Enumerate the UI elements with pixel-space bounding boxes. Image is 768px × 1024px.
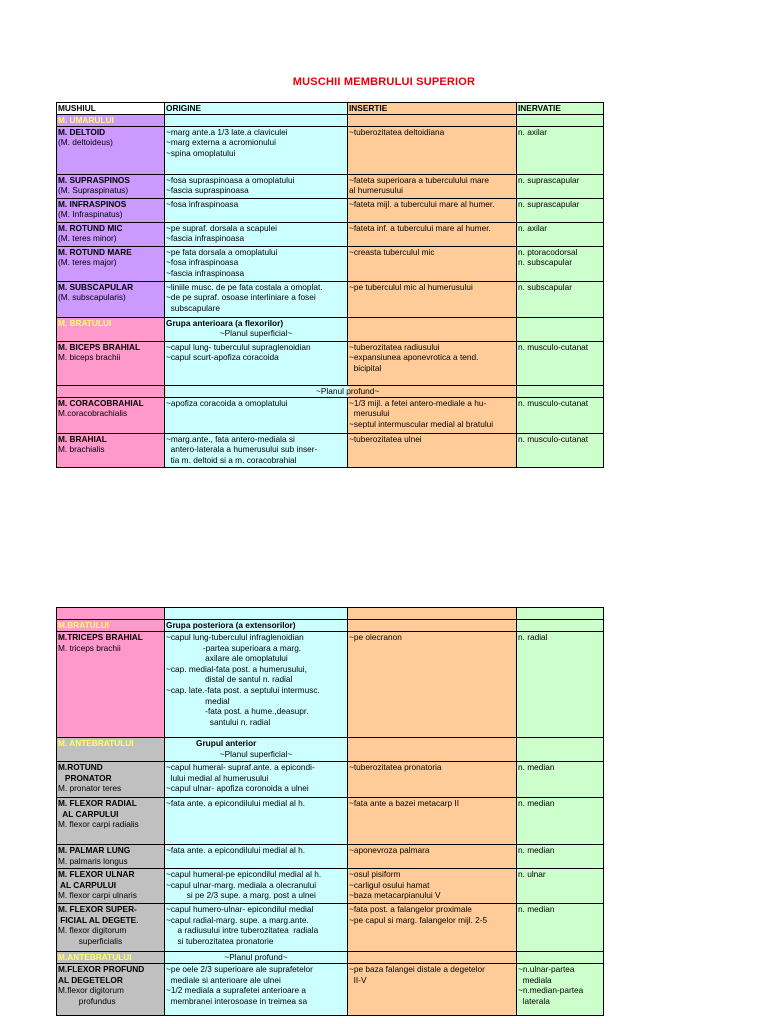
insertie-cell — [348, 433, 517, 467]
origine-line: ~capul lung-tuberculul infraglenoidian — [166, 632, 304, 642]
insertie-line: ~tuberozitatea radiusului — [349, 341, 440, 352]
insertie-cell — [348, 738, 517, 762]
origine-cell — [165, 632, 348, 738]
muscle-latin-name: M. flexor carpi ulnaris — [58, 890, 137, 901]
origine-line: ~capul ulnar-marg. mediala a olecranului — [166, 879, 317, 890]
table-row — [57, 198, 604, 222]
origine-line: ~capul ulnar- apofiza coronoida a ulnei — [166, 783, 309, 794]
insertie-line: ~pe capul si marg. falangelor mijl. 2-5 — [349, 914, 488, 925]
header-insertie: INSERTIE — [348, 103, 517, 115]
table-row — [57, 964, 604, 1016]
muscle-name: M. CORACOBRAHIAL — [58, 397, 144, 408]
inervatie-cell — [517, 115, 604, 127]
inervatie-cell — [517, 222, 604, 246]
muscle-latin-name: (M. subscapularis) — [58, 292, 126, 303]
origine-cell — [165, 904, 348, 952]
inervatie-cell — [517, 762, 604, 798]
origine-line: distal de santul n. radial — [166, 674, 293, 685]
muscle-cell — [57, 385, 165, 397]
group-posterior: Grupa posteriora (a extensorilor) — [166, 620, 296, 630]
table-row — [57, 798, 604, 845]
origine-line: santului n. radial — [166, 716, 271, 727]
origine-line: tia m. deltoid si a m. coracobrahial — [166, 454, 297, 465]
inervatie-cell — [517, 397, 604, 433]
muscle-cell — [57, 246, 165, 281]
origine-line: ~de pe supraf. osoase interliniare a fosei — [166, 292, 316, 303]
muscle-latin-name: M. triceps brachii — [58, 642, 121, 653]
inervatie-line: n. suprascapular — [518, 174, 580, 185]
inervatie-cell — [517, 385, 604, 397]
muscle-latin-name: M. biceps brachii — [58, 352, 121, 363]
header-origine: ORIGINE — [165, 103, 348, 115]
group-cell — [165, 738, 348, 762]
insertie-line: ~carligul osului hamat — [349, 879, 430, 890]
plan-profund: ~Planul profund~ — [316, 385, 380, 396]
insertie-line: ~expansiunea aponevrotica a tend. — [349, 352, 479, 363]
origine-cell — [165, 222, 348, 246]
inervatie-line: n. median — [518, 762, 555, 772]
origine-line: ~fata ante. a epicondilului medial al h. — [166, 845, 306, 855]
origine-line: ~cap. medial-fata post. a humerusului, — [166, 663, 307, 674]
insertie-cell — [348, 762, 517, 798]
origine-line: ~capul scurt-apofiza coracoida — [166, 352, 279, 363]
insertie-line: ~fata ante a bazei metacarp II — [349, 798, 460, 808]
inervatie-line: n. subscapular — [518, 281, 572, 292]
inervatie-cell — [517, 620, 604, 632]
muscle-name: M. INFRASPINOS — [58, 198, 127, 209]
inervatie-cell — [517, 246, 604, 281]
muscle-cell — [57, 869, 165, 904]
insertie-cell — [348, 115, 517, 127]
muscle-cell — [57, 845, 165, 869]
origine-line: ~capul humeral-pe epicondilul medial al h. — [166, 869, 322, 879]
section-antebrat-label: M. ANTEBRATULUI — [58, 738, 134, 748]
insertie-line: merusului — [349, 408, 390, 419]
insertie-cell — [348, 281, 517, 317]
inervatie-line: n. musculo-cutanat — [518, 433, 589, 444]
insertie-line: bicipital — [349, 362, 382, 373]
muscle-cell — [57, 964, 165, 1016]
muscle-latin-name: M. brachialis — [58, 444, 105, 455]
header-inervatie: INERVATIE — [517, 103, 604, 115]
muscle-name: M.ROTUND PRONATOR — [58, 762, 112, 783]
inervatie-line: n. radial — [518, 632, 548, 642]
section-row — [57, 317, 604, 341]
origine-line: ~fata ante. a epicondilului medial al h. — [166, 798, 306, 808]
plan-superficial-2: ~Planul superficial~ — [219, 748, 293, 759]
inervatie-cell — [517, 126, 604, 174]
muscle-cell — [57, 904, 165, 952]
table-row — [57, 281, 604, 317]
muscle-name: M. FLEXOR ULNAR AL CARPULUI — [58, 869, 135, 890]
origine-line: medial — [166, 695, 230, 706]
insertie-line: ~fateta inf. a tubercului mare al humer. — [349, 222, 491, 233]
insertie-cell — [348, 869, 517, 904]
insertie-cell — [348, 620, 517, 632]
table-row — [57, 762, 604, 798]
muscle-name: M. BICEPS BRAHIAL — [58, 341, 141, 352]
origine-line: ~capul humeral- supraf.ante. a epicondi- — [166, 762, 315, 772]
inervatie-line: n. ptoracodorsal — [518, 246, 578, 257]
origine-line: ~fascia infraspinoasa — [166, 267, 245, 278]
insertie-cell — [348, 964, 517, 1016]
inervatie-line: mediala — [518, 974, 552, 985]
inervatie-line: n. musculo-cutanat — [518, 341, 589, 352]
inervatie-line: n. subscapular — [518, 257, 572, 268]
section-row — [57, 620, 604, 632]
muscle-name: M. PALMAR LUNG — [58, 845, 131, 855]
muscle-cell — [57, 798, 165, 845]
origine-line: ~marg ante.a 1/3 late.a claviculei — [166, 126, 288, 137]
table-row — [57, 341, 604, 385]
origine-line: si pe 2/3 supe. a marg. post a ulnei — [166, 890, 316, 901]
origine-cell — [165, 433, 348, 467]
insertie-cell — [348, 222, 517, 246]
insertie-line: ~pe olecranon — [349, 632, 402, 642]
section-row — [57, 952, 604, 964]
plan-profund-2: ~Planul profund~ — [224, 952, 288, 962]
section-brat-label: M. BRATULUI — [58, 317, 112, 328]
inervatie-line: n. suprascapular — [518, 198, 580, 209]
origine-line: ~fosa infraspinoasa — [166, 257, 239, 268]
inervatie-cell — [517, 952, 604, 964]
inervatie-line: n. ulnar — [518, 869, 546, 879]
muscle-name: M.TRICEPS BRAHIAL — [58, 632, 143, 642]
muscle-latin-name: M. pronator teres — [58, 783, 122, 794]
origine-cell — [165, 869, 348, 904]
inervatie-cell — [517, 798, 604, 845]
inervatie-cell — [517, 198, 604, 222]
insertie-line: ~fata post. a falangelor proximale — [349, 904, 472, 914]
section-row — [57, 115, 604, 127]
muscle-latin-name: M.flexor digitorum profundus — [58, 985, 124, 1006]
insertie-line: ~baza metacarpianului V — [349, 890, 441, 901]
section-brat2-label: M.BRATULUI — [58, 620, 110, 630]
table-row — [57, 174, 604, 198]
table-row — [57, 433, 604, 467]
muscle-name: M. SUBSCAPULAR — [58, 281, 134, 292]
origine-line: ~capul humero-ulnar- epicondilul medial — [166, 904, 314, 914]
origine-cell — [165, 198, 348, 222]
muscle-cell — [57, 341, 165, 385]
muscle-cell — [57, 174, 165, 198]
muscle-latin-name: (M. deltoideus) — [58, 137, 113, 148]
section-label — [57, 317, 165, 341]
origine-line: ~pe oele 2/3 superioare ale suprafetelor — [166, 964, 313, 974]
insertie-cell — [348, 246, 517, 281]
inervatie-cell — [517, 608, 604, 620]
origine-line: ~pe supraf. dorsala a scapulei — [166, 222, 277, 233]
header-mushiul: MUSHIUL — [57, 103, 165, 115]
muscle-name: M. FLEXOR SUPER- FICIAL AL DEGETE. — [58, 904, 139, 925]
inervatie-cell — [517, 964, 604, 1016]
insertie-line: ~1/3 mijl. a fetei antero-mediale a hu- — [349, 397, 487, 408]
muscle-latin-name: (M. Supraspinatus) — [58, 185, 129, 196]
section-label — [57, 952, 165, 964]
origine-line: membranei interosoase in treimea sa — [166, 995, 308, 1006]
inervatie-cell — [517, 341, 604, 385]
table-row — [57, 904, 604, 952]
insertie-line: al humerusului — [349, 185, 403, 196]
inervatie-line: n. median — [518, 845, 555, 855]
origine-line: ~capul radial-marg. supe. a marg.ante. — [166, 914, 309, 925]
plan-cell — [165, 952, 348, 964]
origine-line: ~apofiza coracoida a omoplatului — [166, 397, 288, 408]
origine-cell — [165, 397, 348, 433]
insertie-cell — [348, 198, 517, 222]
section-label — [57, 738, 165, 762]
plan-row — [57, 385, 604, 397]
origine-line: ~fascia infraspinoasa — [166, 233, 245, 244]
section-label — [57, 115, 165, 127]
section-label — [57, 620, 165, 632]
page-title: MUSCHII MEMBRULUI SUPERIOR — [292, 76, 476, 88]
origine-line: ~1/2 mediala a suprafetei anterioare a — [166, 985, 306, 996]
group-anterior: Grupa anterioara (a flexorilor) — [166, 317, 284, 328]
group-anterior-antebrat: Grupul anterior — [196, 738, 257, 748]
inervatie-line: laterala — [518, 995, 550, 1006]
insertie-line: ~pe tuberculul mic al humerusului — [349, 281, 473, 292]
origine-line: ~fosa infraspinoasa — [166, 198, 239, 209]
insertie-cell — [348, 904, 517, 952]
origine-line: ~marg.ante., fata antero-mediala si — [166, 433, 295, 444]
inervatie-cell — [517, 317, 604, 341]
muscle-cell — [57, 433, 165, 467]
origine-line: ~liniile musc. de pe fata costala a omoplat. — [166, 281, 323, 292]
origine-line: -fata post. a hume.,deasupr. — [166, 706, 309, 717]
inervatie-line: n. median — [518, 904, 555, 914]
muscle-name: M.FLEXOR PROFUND AL DEGETELOR — [58, 964, 145, 985]
insertie-cell — [348, 341, 517, 385]
insertie-cell — [348, 174, 517, 198]
muscle-latin-name: (M. teres minor) — [58, 233, 117, 244]
origine-line: axilare ale omoplatului — [166, 653, 288, 664]
origine-line: ~fosa supraspinoasa a omoplatului — [166, 174, 295, 185]
table-row — [57, 397, 604, 433]
origine-cell — [165, 341, 348, 385]
muscle-table-2 — [56, 607, 604, 1016]
muscle-latin-name: M. palmaris longus — [58, 855, 128, 866]
table-row — [57, 126, 604, 174]
insertie-cell — [348, 845, 517, 869]
table-row — [57, 845, 604, 869]
origine-cell — [165, 281, 348, 317]
muscle-name: M. ROTUND MIC — [58, 222, 123, 233]
insertie-line: ~tuberozitatea ulnei — [349, 433, 422, 444]
inervatie-line: n. musculo-cutanat — [518, 397, 589, 408]
insertie-line: ~fateta superioara a tuberculului mare — [349, 174, 489, 185]
muscle-cell — [57, 222, 165, 246]
insertie-line: ~septul intermuscular medial al bratului — [349, 418, 494, 429]
insertie-line: ~aponevroza palmara — [349, 845, 430, 855]
inervatie-line: n. median — [518, 798, 555, 808]
section-antebrat2-label: M.ANTEBRATULUI — [58, 952, 132, 962]
inervatie-cell — [517, 738, 604, 762]
insertie-cell — [348, 798, 517, 845]
origine-cell — [165, 762, 348, 798]
origine-line: ~pe fata dorsala a omoplatului — [166, 246, 278, 257]
origine-line: ~fascia supraspinoasa — [166, 185, 249, 196]
insertie-cell — [348, 632, 517, 738]
section-row — [57, 738, 604, 762]
inervatie-cell — [517, 904, 604, 952]
table-row — [57, 246, 604, 281]
origine-cell — [165, 115, 348, 127]
muscle-cell — [57, 397, 165, 433]
insertie-cell — [348, 317, 517, 341]
origine-cell — [165, 845, 348, 869]
muscle-name: M. ROTUND MARE — [58, 246, 132, 257]
muscle-cell — [57, 126, 165, 174]
muscle-latin-name: M. flexor carpi radialis — [58, 819, 139, 830]
insertie-line: ~tuberozitatea deltoidiana — [349, 126, 445, 137]
origine-cell — [165, 608, 348, 620]
muscle-name: M. BRAHIAL — [58, 433, 107, 444]
inervatie-cell — [517, 281, 604, 317]
inervatie-line: n. axilar — [518, 126, 548, 137]
table-row — [57, 632, 604, 738]
muscle-cell — [57, 198, 165, 222]
origine-line: ~marg externa a acromionului — [166, 137, 276, 148]
insertie-cell — [348, 126, 517, 174]
origine-line: si tuberozitatea pronatorie — [166, 935, 274, 946]
muscle-name: M. FLEXOR RADIAL AL CARPULUI — [58, 798, 137, 819]
section-umar-label: M. UMARULUI — [58, 115, 114, 125]
muscle-latin-name: (M. Infraspinatus) — [58, 209, 123, 220]
muscle-cell — [57, 762, 165, 798]
origine-cell — [165, 964, 348, 1016]
inervatie-cell — [517, 433, 604, 467]
origine-line: mediale si anterioare ale ulnei — [166, 974, 281, 985]
muscle-name: M. SUPRASPINOS — [58, 174, 130, 185]
origine-line: a radiusului intre tuberozitatea radiala — [166, 925, 319, 936]
muscle-name: M. DELTOID — [58, 126, 106, 137]
origine-line: -partea superioara a marg. — [166, 642, 302, 653]
inervatie-cell — [517, 632, 604, 738]
origine-cell — [165, 126, 348, 174]
origine-cell — [165, 798, 348, 845]
muscle-cell — [57, 281, 165, 317]
origine-line: ~capul lung- tuberculul supraglenoidian — [166, 341, 311, 352]
inervatie-line: n. axilar — [518, 222, 548, 233]
origine-cell — [165, 174, 348, 198]
group-cell — [165, 620, 348, 632]
muscle-latin-name: (M. teres major) — [58, 257, 117, 268]
insertie-line: ~tuberozitatea pronatoria — [349, 762, 442, 772]
insertie-cell — [348, 397, 517, 433]
inervatie-cell — [517, 869, 604, 904]
insertie-line: ~creasta tuberculul mic — [349, 246, 435, 257]
origine-cell — [165, 246, 348, 281]
insertie-line: II-V — [349, 974, 367, 985]
origine-line: lului medial al humerusului — [166, 772, 269, 783]
inervatie-line: ~n.median-partea — [518, 985, 584, 996]
inervatie-cell — [517, 845, 604, 869]
insertie-cell — [348, 952, 517, 964]
muscle-cell — [57, 632, 165, 738]
plan-cell — [165, 385, 517, 397]
spacer-row — [57, 608, 604, 620]
plan-superficial: ~Planul superficial~ — [219, 328, 293, 339]
insertie-line: ~osul pisiform — [349, 869, 401, 879]
muscle-latin-name: M.coracobrachialis — [58, 408, 128, 419]
inervatie-line: ~n.ulnar-partea — [518, 964, 575, 974]
insertie-line: ~pe baza falangei distale a degetelor — [349, 964, 485, 974]
origine-line: ~cap. late.-fata post. a septului intermusc. — [166, 684, 320, 695]
table-row — [57, 222, 604, 246]
muscle-cell — [57, 608, 165, 620]
header-row — [57, 103, 604, 115]
origine-line: subscapulare — [166, 302, 220, 313]
group-cell — [165, 317, 348, 341]
origine-line: antero-laterala a humerusului sub inser- — [166, 444, 318, 455]
insertie-line: ~fateta mijl. a tubercului mare al humer. — [349, 198, 495, 209]
table-row — [57, 869, 604, 904]
muscle-table-1 — [56, 102, 604, 468]
inervatie-cell — [517, 174, 604, 198]
muscle-latin-name: M. flexor digitorum superficialis — [58, 925, 127, 946]
insertie-cell — [348, 608, 517, 620]
origine-line: ~spina omoplatului — [166, 147, 236, 158]
